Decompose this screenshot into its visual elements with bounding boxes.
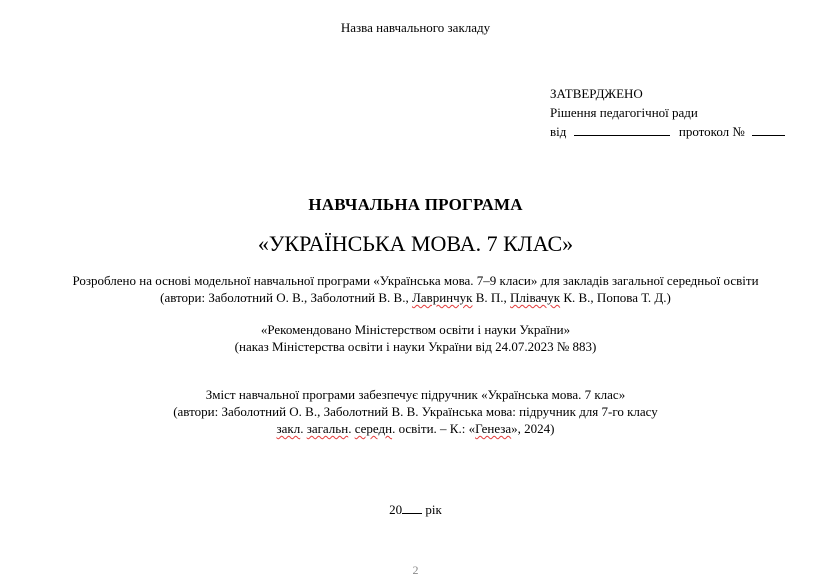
page-number: 2 — [412, 563, 419, 577]
program-authors — [0, 289, 831, 306]
date-blank — [574, 122, 670, 136]
textbook-line-2: (автори: Заболотний О. В., Заболотний В. В. Українська мова: підручник для 7-го класу — [173, 404, 658, 419]
authors-text-2: В. П., — [472, 290, 511, 305]
year-prefix: 20 — [389, 502, 403, 517]
textbook-sep-3: . освіти. – К.: « — [392, 421, 476, 436]
ministry-order: (наказ Міністерства освіти і науки України від 24.07.2023 № 883) — [234, 339, 597, 354]
program-subject: «УКРАЇНСЬКА МОВА. 7 КЛАС» — [257, 231, 574, 256]
approval-from-label: від — [550, 124, 567, 139]
institution-name: Назва навчального закладу — [340, 20, 491, 35]
approval-title: ЗАТВЕРДЖЕНО — [550, 86, 643, 101]
recommendation: «Рекомендовано Міністерством освіти і науки України» — [260, 322, 571, 337]
abbr-zakl: закл — [276, 421, 301, 436]
year-blank — [402, 501, 422, 514]
publisher-geneza: Генеза — [475, 421, 512, 436]
program-basis: Розроблено на основі модельної навчальної програми «Українська мова. 7–9 класи» для закладів загальної середньої освіти — [72, 273, 759, 288]
authors-text-3: К. В., Попова Т. Д.) — [560, 290, 671, 305]
author-name-plivachuk: Плівачук — [510, 290, 561, 305]
textbook-line-1: Зміст навчальної програми забезпечує підручник «Українська мова. 7 клас» — [205, 387, 626, 402]
textbook-sep-1: . — [300, 421, 307, 436]
year-suffix: рік — [422, 502, 442, 517]
approval-date-protocol — [550, 122, 785, 141]
textbook-sep-4: », 2024) — [511, 421, 555, 436]
author-name-lavrynchuk: Лавринчук — [411, 290, 473, 305]
textbook-line-3 — [0, 420, 831, 437]
abbr-seredn: середн — [354, 421, 393, 436]
protocol-number-blank — [752, 122, 785, 136]
approval-protocol-label: протокол № — [678, 124, 745, 139]
abbr-zahaln: загальн — [306, 421, 349, 436]
approval-block — [550, 84, 785, 141]
textbook-sep-2: . — [348, 421, 355, 436]
program-title: НАВЧАЛЬНА ПРОГРАМА — [308, 195, 523, 214]
year-line — [0, 501, 831, 518]
authors-text-1: (автори: Заболотний О. В., Заболотний В. В., — [160, 290, 412, 305]
approval-decision: Рішення педагогічної ради — [550, 105, 698, 120]
